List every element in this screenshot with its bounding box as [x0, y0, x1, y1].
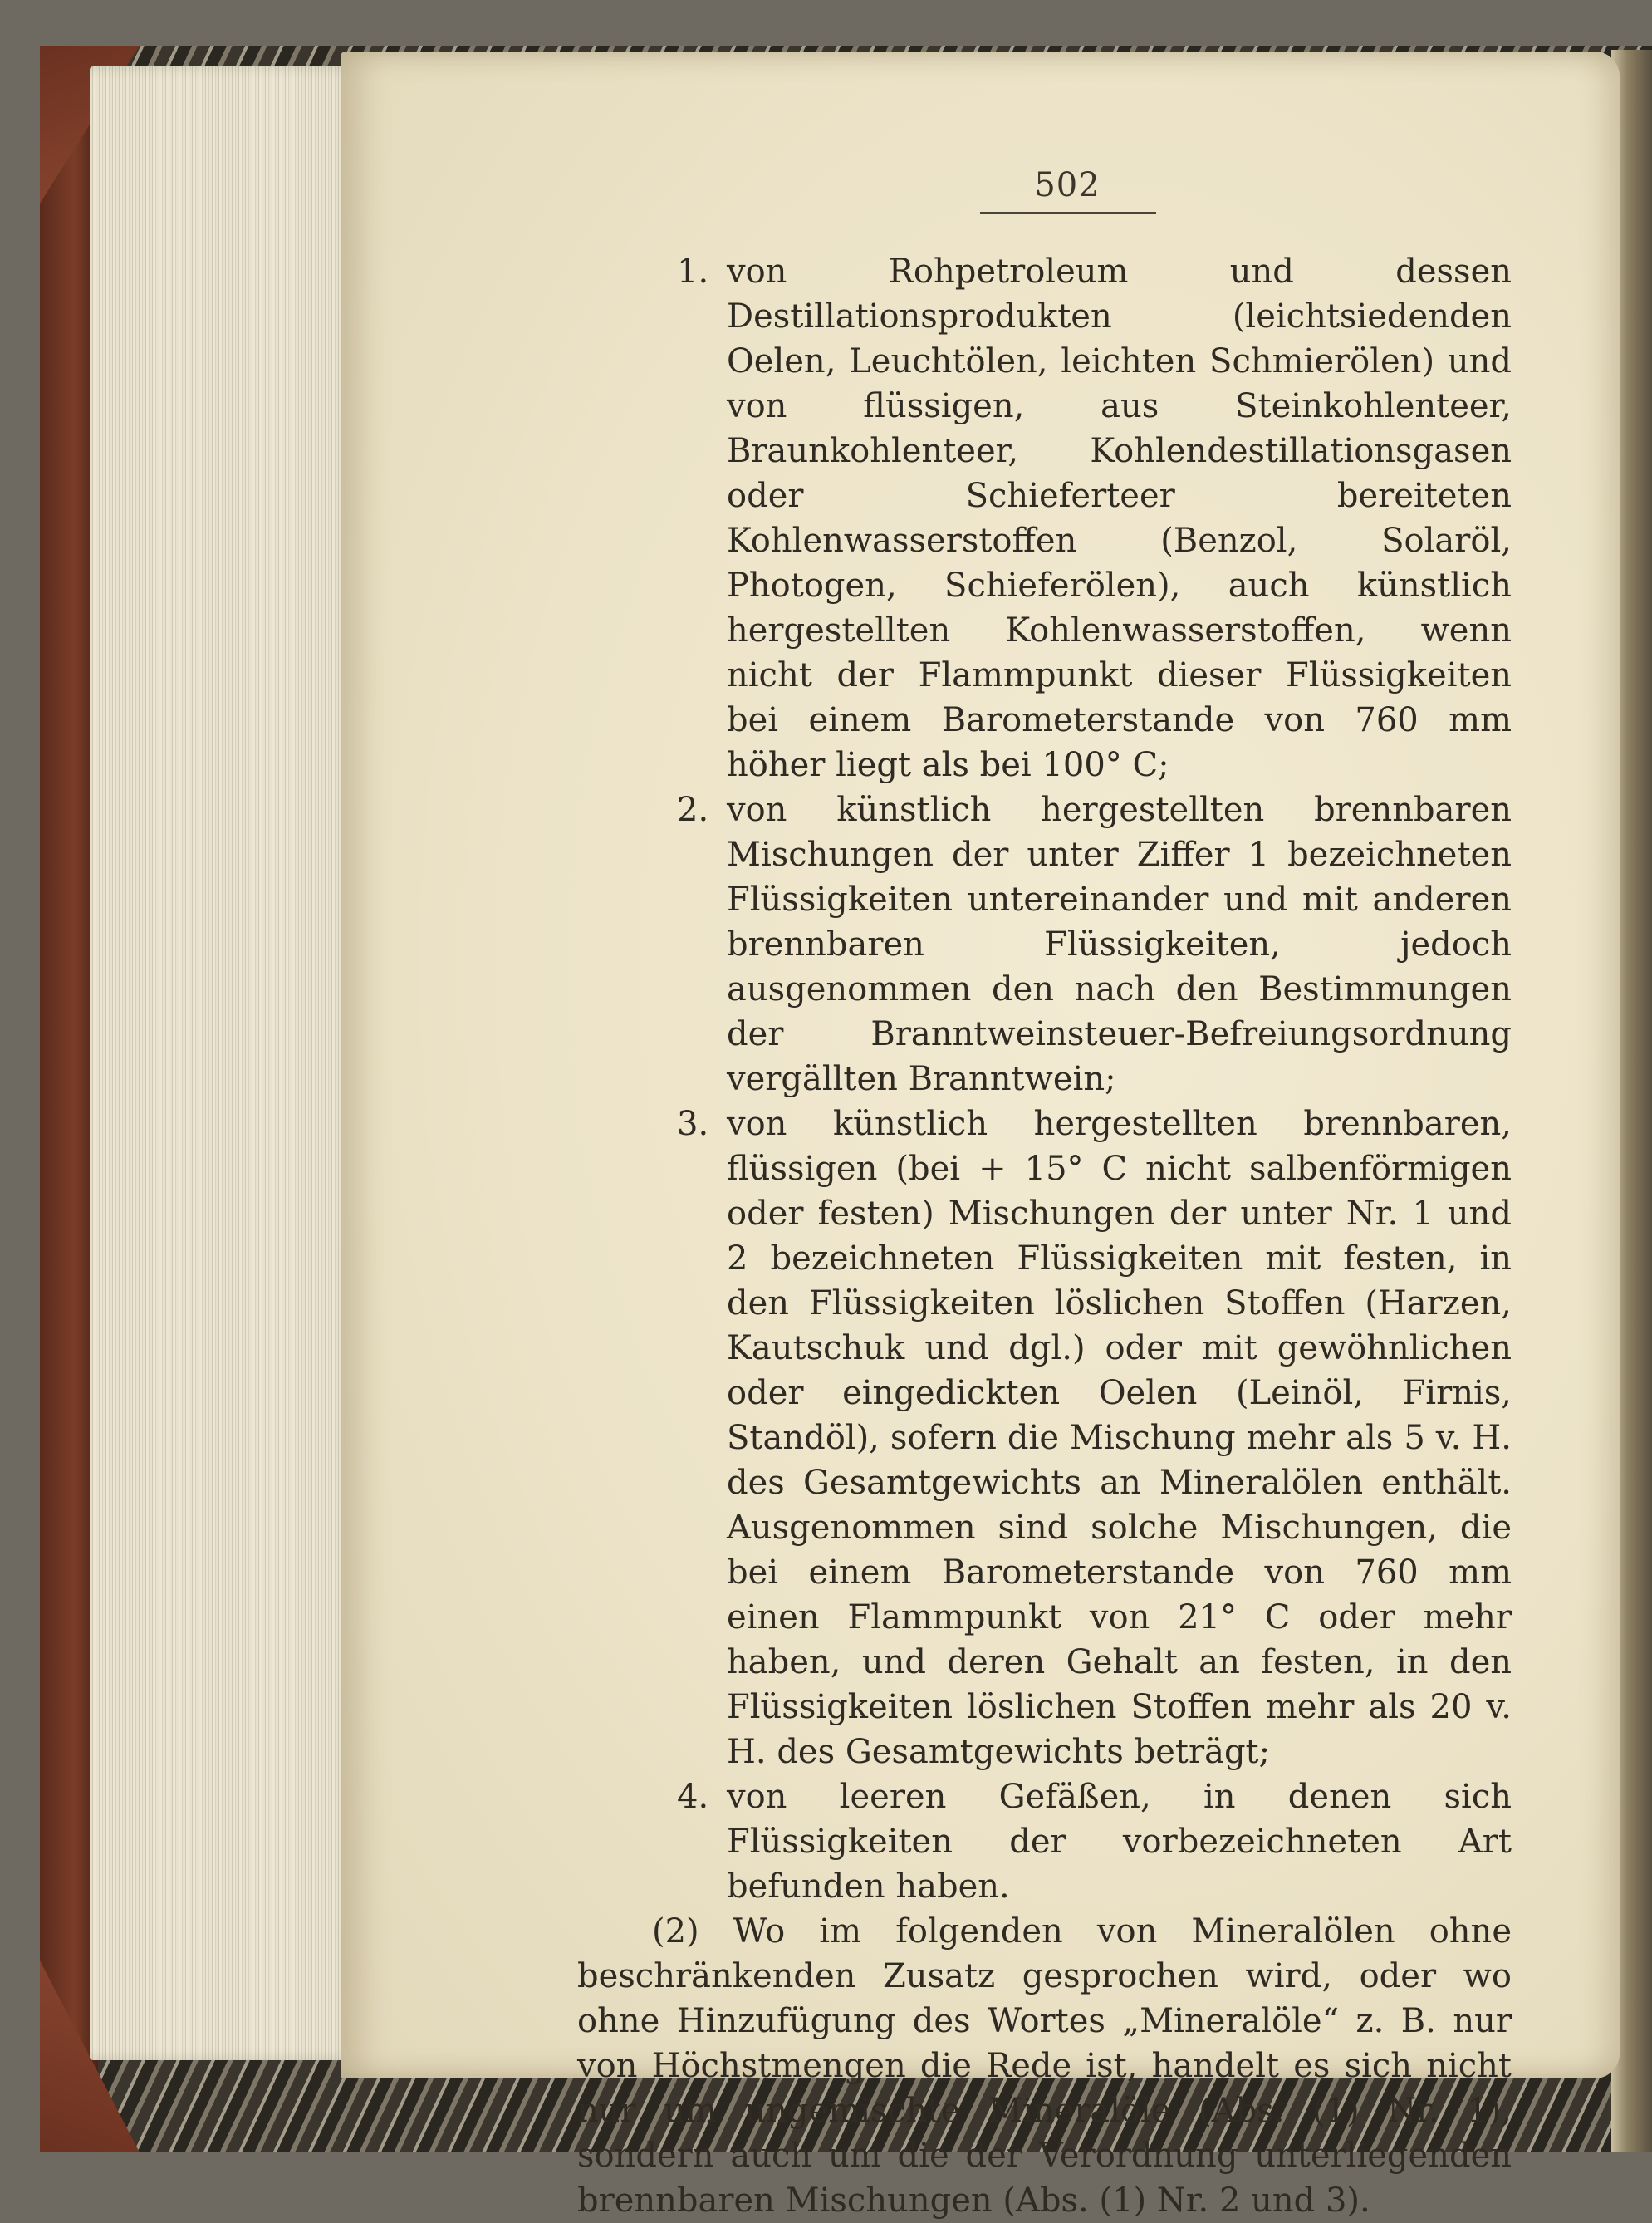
list-item [610, 249, 1512, 788]
page-body [577, 249, 1512, 2223]
item-number: 4. [677, 1778, 709, 1816]
page-stack-edge [90, 66, 355, 2060]
item-text: von Rohpetroleum und dessen Destillationsprodukten (leichtsiedenden Oelen, Leuchtölen, leichten Schmierölen) und von flüssigen, aus Steinkohlenteer, Braunkohlenteer, Kohlendestillationsgasen oder Schieferteer bereiteten Kohlenwasserstoffen (Benzol, Solaröl, Photogen, Schieferölen), auch künstlich hergestellten Kohlenwasserstoffen, wenn nicht der Flammpunkt dieser Flüssigkeiten bei einem Barometerstande von 760 mm höher liegt als bei 100° C; [727, 253, 1512, 784]
item-number: 3. [677, 1105, 709, 1143]
list-item [610, 1774, 1512, 1909]
list-item [610, 788, 1512, 1102]
item-text: von künstlich hergestellten brennbaren Mischungen der unter Ziffer 1 bezeichneten Flüssigkeiten untereinander und mit anderen brennbaren Flüssigkeiten, jedoch ausgenommen den nach den Bestimmungen der Branntweinsteuer-Befreiungsordnung vergällten Branntwein; [727, 791, 1512, 1098]
page-number: 502 [1034, 166, 1101, 204]
header-rule [980, 212, 1156, 214]
item-number: 1. [677, 253, 709, 291]
item-number: 2. [677, 791, 709, 829]
item-text: von leeren Gefäßen, in denen sich Flüssigkeiten der vorbezeichneten Art befunden haben. [727, 1778, 1512, 1906]
list-item [610, 1102, 1512, 1774]
item-text: von künstlich hergestellten brennbaren, flüssigen (bei + 15° C nicht salbenförmigen oder festen) Mischungen der unter Nr. 1 und 2 bezeichneten Flüssigkeiten mit festen, in den Flüssigkeiten löslichen Stoffen (Harzen, Kautschuk und dgl.) oder mit gewöhnlichen oder eingedickten Oelen (Leinöl, Firnis, Standöl), sofern die Mischung mehr als 5 v. H. des Gesamtgewichts an Mineralölen enthält. Ausgenommen sind solche Mischungen, die bei einem Barometerstande von 760 mm einen Flammpunkt von 21° C oder mehr haben, und deren Gehalt an festen, in den Flüssigkeiten löslichen Stoffen mehr als 20 v. H. des Gesamtgewichts beträgt; [727, 1105, 1512, 1771]
paragraph-2: (2) Wo im folgenden von Mineralölen ohne beschränkenden Zusatz gesprochen wird, oder wo ohne Hinzufügung des Wortes „Mineralöle“ z. B. nur von Höchstmengen die Rede ist, handelt es sich nicht nur um ungemischte Mineralöle (Abs. (1) Nr. 1), sondern auch um die der Verordnung unterliegenden brennbaren Mischungen (Abs. (1) Nr. 2 und 3). [577, 1912, 1512, 2220]
